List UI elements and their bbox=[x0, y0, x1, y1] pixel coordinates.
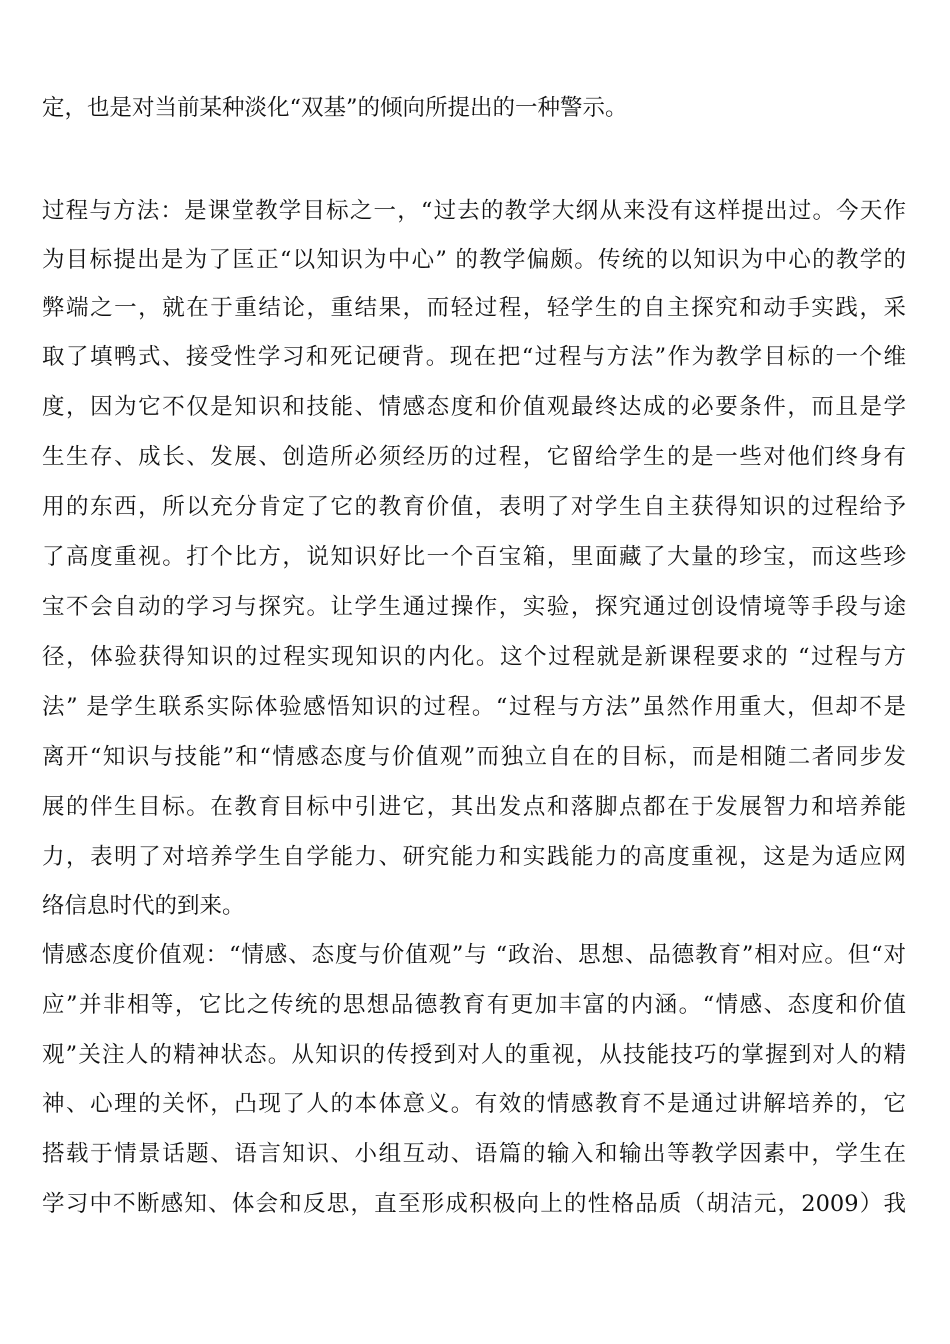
text-line-17: 情感态度价值观：“情感、态度与价值观”与 “政治、思想、品德教育”相对应。但“对 bbox=[42, 942, 906, 968]
text-line-5: 取了填鸭式、接受性学习和死记硬背。现在把“过程与方法”作为教学目标的一个维 bbox=[42, 344, 906, 370]
text-line-14: 展的伴生目标。在教育目标中引进它，其出发点和落脚点都在于发展智力和培养能 bbox=[42, 794, 906, 820]
text-line-4: 弊端之一，就在于重结论，重结果，而轻过程，轻学生的自主探究和动手实践，采 bbox=[42, 295, 906, 321]
text-line-18: 应”并非相等，它比之传统的思想品德教育有更加丰富的内涵。“情感、态度和价值 bbox=[42, 992, 906, 1018]
text-line-11: 径，体验获得知识的过程实现知识的内化。这个过程就是新课程要求的 “过程与方 bbox=[42, 644, 906, 670]
text-line-7: 生生存、成长、发展、创造所必须经历的过程，它留给学生的是一些对他们终身有 bbox=[42, 444, 906, 470]
text-line-10: 宝不会自动的学习与探究。让学生通过操作，实验，探究通过创设情境等手段与途 bbox=[42, 594, 906, 620]
text-line-3: 为目标提出是为了匡正“以知识为中心” 的教学偏颇。传统的以知识为中心的教学的 bbox=[42, 247, 906, 273]
text-line-12: 法” 是学生联系实际体验感悟知识的过程。“过程与方法”虽然作用重大，但却不是 bbox=[42, 694, 906, 720]
text-line-16: 络信息时代的到来。 bbox=[42, 893, 245, 919]
text-line-19: 观”关注人的精神状态。从知识的传授到对人的重视，从技能技巧的掌握到对人的精 bbox=[42, 1042, 906, 1068]
text-line-20: 神、心理的关怀，凸现了人的本体意义。有效的情感教育不是通过讲解培养的，它 bbox=[42, 1091, 906, 1117]
text-line-8: 用的东西，所以充分肯定了它的教育价值，表明了对学生自主获得知识的过程给予 bbox=[42, 494, 906, 520]
text-line-21: 搭载于情景话题、语言知识、小组互动、语篇的输入和输出等教学因素中，学生在 bbox=[42, 1141, 906, 1167]
text-line-2: 过程与方法：是课堂教学目标之一，“过去的教学大纲从来没有这样提出过。今天作 bbox=[42, 198, 906, 224]
text-line-6: 度，因为它不仅是知识和技能、情感态度和价值观最终达成的必要条件，而且是学 bbox=[42, 394, 906, 420]
text-line-1: 定，也是对当前某种淡化“双基”的倾向所提出的一种警示。 bbox=[42, 95, 628, 121]
text-line-9: 了高度重视。打个比方，说知识好比一个百宝箱，里面藏了大量的珍宝，而这些珍 bbox=[42, 544, 906, 570]
text-line-22: 学习中不断感知、体会和反思，直至形成积极向上的性格品质（胡洁元，2009）我 bbox=[42, 1191, 906, 1217]
text-line-15: 力，表明了对培养学生自学能力、研究能力和实践能力的高度重视，这是为适应网 bbox=[42, 844, 906, 870]
text-line-13: 离开“知识与技能”和“情感态度与价值观”而独立自在的目标，而是相随二者同步发 bbox=[42, 744, 906, 770]
